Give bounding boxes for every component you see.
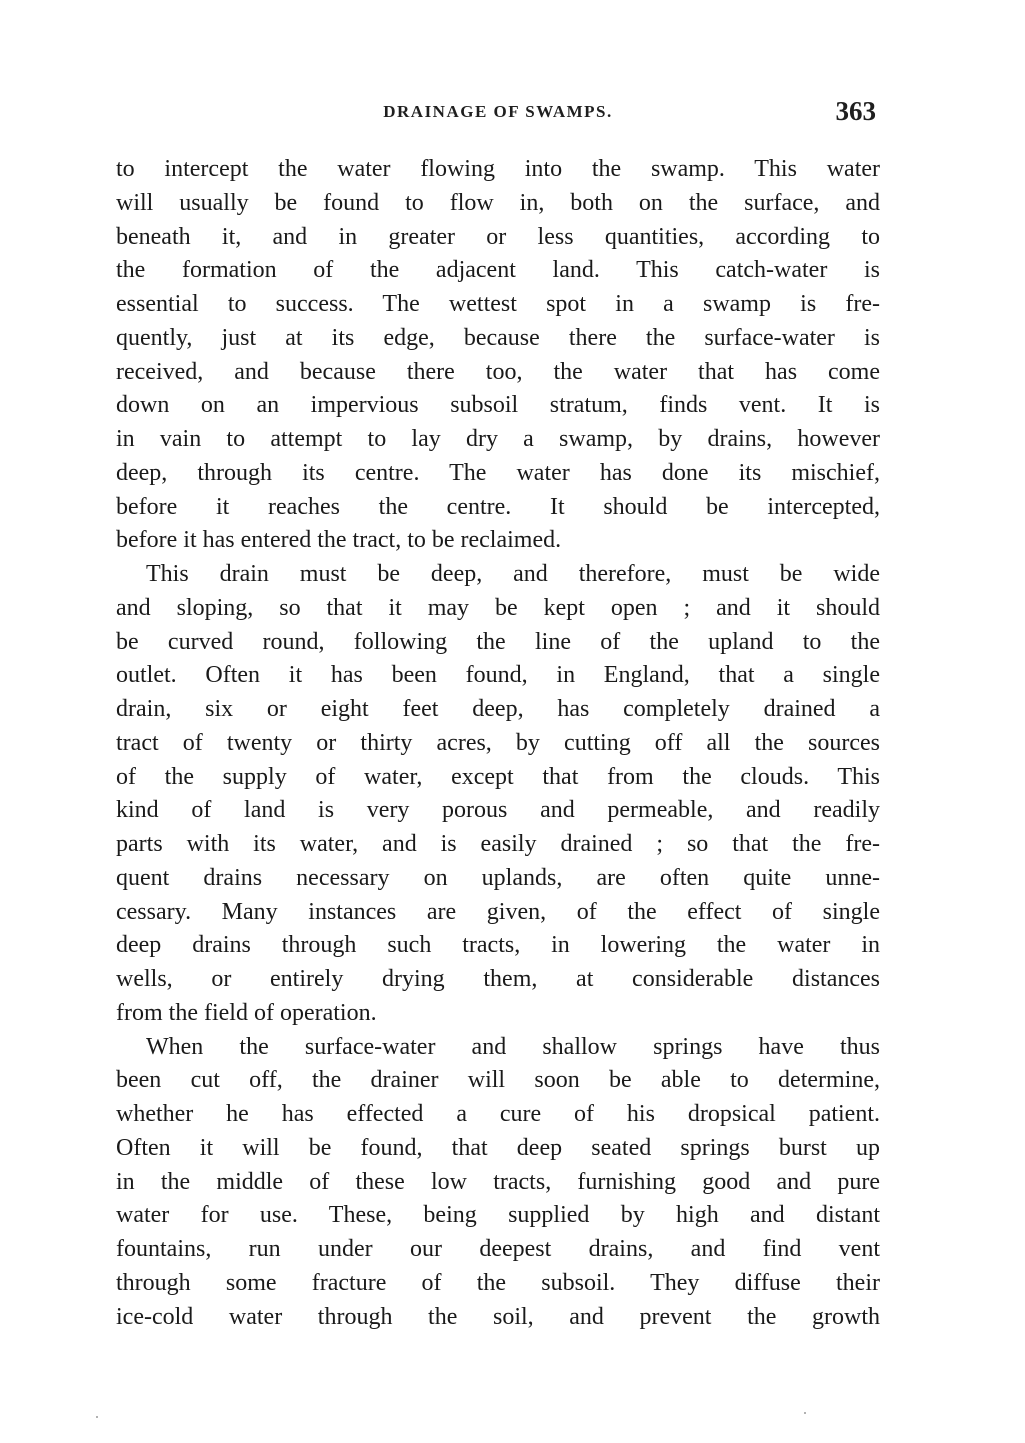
text-line: kind of land is very porous and permeable, and readily bbox=[116, 797, 880, 824]
text-line: ice-cold water through the soil, and prevent the growth bbox=[116, 1303, 880, 1330]
text-line: received, and because there too, the water that has come bbox=[116, 358, 880, 385]
text-line: essential to success. The wettest spot in a swamp is fre- bbox=[116, 291, 880, 317]
text-line: before it has entered the tract, to be reclaimed. bbox=[116, 527, 562, 554]
text-line: drain, six or eight feet deep, has completely drained a bbox=[116, 696, 880, 722]
page-number: 363 bbox=[835, 96, 876, 126]
text-line: down on an impervious subsoil stratum, finds vent. It is bbox=[116, 392, 880, 419]
body-text bbox=[116, 153, 880, 1334]
text-line: before it reaches the centre. It should be intercepted, bbox=[116, 493, 880, 520]
text-line: When the surface-water and shallow springs have thus bbox=[146, 1033, 880, 1060]
text-line: be curved round, following the line of the upland to the bbox=[116, 628, 880, 655]
text-line: whether he has effected a cure of his dropsical patient. bbox=[116, 1101, 880, 1127]
text-line: in vain to attempt to lay dry a swamp, by drains, however bbox=[116, 426, 880, 452]
text-line: of the supply of water, except that from the clouds. This bbox=[116, 763, 880, 790]
text-line: fountains, run under our deepest drains, and find vent bbox=[116, 1236, 880, 1262]
text-line: quently, just at its edge, because there the surface-water is bbox=[116, 324, 880, 351]
text-line: in the middle of these low tracts, furnishing good and pure bbox=[116, 1168, 880, 1195]
text-line: deep drains through such tracts, in lowering the water in bbox=[116, 932, 880, 959]
text-line: wells, or entirely drying them, at considerable distances bbox=[116, 966, 880, 992]
text-line: beneath it, and in greater or less quantities, according to bbox=[116, 223, 880, 250]
text-line: tract of twenty or thirty acres, by cutting off all the sources bbox=[116, 729, 880, 756]
text-line: cessary. Many instances are given, of the effect of single bbox=[116, 898, 880, 925]
text-line: to intercept the water flowing into the swamp. This water bbox=[116, 156, 880, 182]
text-line: through some fracture of the subsoil. They diffuse their bbox=[116, 1269, 880, 1296]
text-line: Often it will be found, that deep seated springs burst up bbox=[116, 1134, 880, 1161]
text-line: will usually be found to flow in, both on the surface, and bbox=[116, 189, 880, 216]
text-line: This drain must be deep, and therefore, must be wide bbox=[146, 561, 880, 587]
text-line: outlet. Often it has been found, in England, that a single bbox=[116, 662, 880, 689]
paper-speck bbox=[804, 1412, 806, 1414]
text-line: parts with its water, and is easily drained ; so that the fre- bbox=[116, 831, 880, 857]
text-line: quent drains necessary on uplands, are often quite unne- bbox=[116, 864, 880, 891]
running-title: DRAINAGE OF SWAMPS. bbox=[383, 102, 613, 121]
text-line: from the field of operation. bbox=[116, 999, 377, 1026]
text-line: the formation of the adjacent land. This catch-water is bbox=[116, 257, 880, 284]
text-line: and sloping, so that it may be kept open ; and it should bbox=[116, 594, 880, 621]
paper-speck bbox=[96, 1416, 98, 1418]
running-head bbox=[116, 96, 880, 132]
text-line: been cut off, the drainer will soon be able to determine, bbox=[116, 1067, 880, 1094]
text-line: water for use. These, being supplied by high and distant bbox=[116, 1202, 880, 1229]
text-line: deep, through its centre. The water has done its mischief, bbox=[116, 459, 880, 486]
